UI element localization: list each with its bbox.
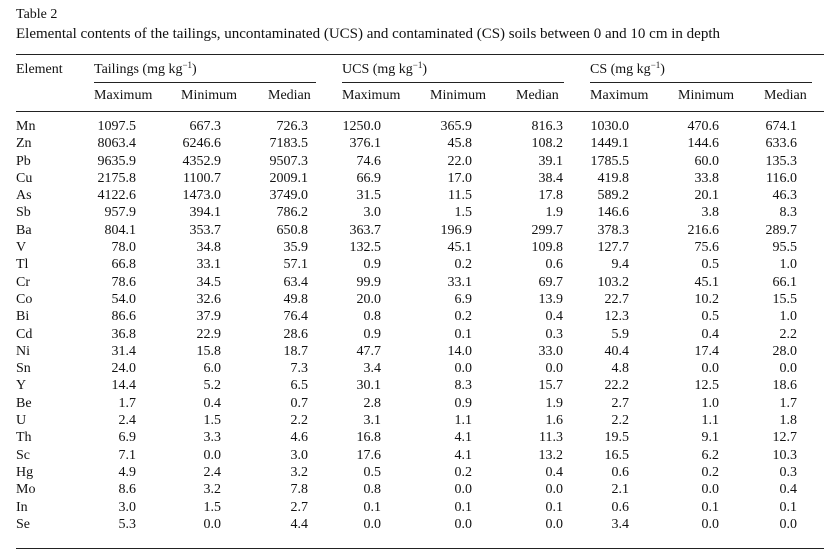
cell-ucs-maximum: 0.9 — [363, 326, 381, 342]
cell-ucs-maximum: 99.9 — [356, 274, 381, 290]
element-symbol: U — [16, 413, 27, 429]
cell-cs-minimum: 0.2 — [701, 464, 719, 480]
cell-ucs-maximum: 0.8 — [363, 482, 381, 498]
cell-cs-minimum: 75.6 — [694, 240, 719, 256]
cell-tailings-minimum: 2.4 — [203, 464, 221, 480]
element-symbol: Sc — [16, 447, 30, 463]
cell-cs-median: 633.6 — [765, 136, 797, 152]
cell-cs-maximum: 589.2 — [597, 188, 629, 204]
cell-ucs-minimum: 1.1 — [454, 413, 472, 429]
cell-tailings-maximum: 2175.8 — [97, 170, 136, 186]
element-symbol: V — [16, 240, 27, 256]
cell-tailings-maximum: 14.4 — [111, 378, 136, 394]
cell-ucs-maximum: 30.1 — [356, 378, 381, 394]
cell-tailings-maximum: 36.8 — [111, 326, 136, 342]
cell-cs-minimum: 216.6 — [687, 222, 719, 238]
cell-cs-minimum: 144.6 — [687, 136, 719, 152]
cell-ucs-median: 299.7 — [531, 222, 563, 238]
cell-cs-minimum: 0.1 — [701, 499, 719, 515]
element-symbol: Sb — [16, 205, 31, 221]
cell-ucs-minimum: 196.9 — [440, 222, 472, 238]
cell-tailings-maximum: 5.3 — [118, 516, 136, 532]
cell-ucs-minimum: 0.0 — [454, 361, 472, 377]
cell-cs-median: 10.3 — [772, 447, 797, 463]
cell-cs-median: 15.5 — [772, 291, 797, 307]
table-bottom-rule — [16, 548, 824, 549]
cell-tailings-maximum: 957.9 — [104, 205, 136, 221]
cell-ucs-minimum: 6.9 — [454, 291, 472, 307]
cell-cs-maximum: 103.2 — [597, 274, 629, 290]
cell-tailings-maximum: 4.9 — [118, 464, 136, 480]
cell-cs-median: 1.7 — [779, 395, 797, 411]
table-row — [16, 516, 824, 533]
cell-ucs-maximum: 1250.0 — [342, 119, 381, 134]
element-symbol: Ba — [16, 222, 32, 238]
cell-tailings-minimum: 3.2 — [203, 482, 221, 498]
cell-ucs-minimum: 0.0 — [454, 516, 472, 532]
cell-ucs-minimum: 0.2 — [454, 257, 472, 273]
table-row — [16, 135, 824, 152]
cell-ucs-median: 11.3 — [539, 430, 563, 446]
table-body — [16, 118, 824, 533]
table-row — [16, 395, 824, 412]
cell-ucs-maximum: 31.5 — [356, 188, 381, 204]
cell-tailings-minimum: 1.5 — [203, 499, 221, 515]
cell-tailings-median: 650.8 — [276, 222, 308, 238]
cell-cs-maximum: 0.6 — [611, 499, 629, 515]
element-column-header: Element — [16, 62, 63, 77]
cell-tailings-median: 2.7 — [290, 499, 308, 515]
cell-cs-maximum: 0.6 — [611, 464, 629, 480]
cell-ucs-median: 33.0 — [538, 343, 563, 359]
cell-cs-maximum: 22.2 — [604, 378, 629, 394]
cell-ucs-median: 0.0 — [545, 482, 563, 498]
cell-tailings-minimum: 32.6 — [196, 291, 221, 307]
cell-tailings-maximum: 4122.6 — [97, 188, 136, 204]
element-symbol: In — [16, 499, 28, 515]
cell-cs-maximum: 146.6 — [597, 205, 629, 221]
cell-cs-maximum: 3.4 — [611, 516, 629, 532]
cell-cs-median: 1.0 — [779, 257, 797, 273]
cell-ucs-minimum: 45.8 — [447, 136, 472, 152]
cell-ucs-maximum: 0.1 — [363, 499, 381, 515]
cell-cs-minimum: 0.0 — [701, 516, 719, 532]
element-symbol: Pb — [16, 153, 31, 169]
cell-tailings-median: 726.3 — [276, 119, 308, 134]
cell-tailings-median: 4.6 — [290, 430, 308, 446]
cell-cs-minimum: 9.1 — [701, 430, 719, 446]
cell-ucs-maximum: 376.1 — [349, 136, 381, 152]
cell-ucs-minimum: 4.1 — [454, 430, 472, 446]
cell-cs-median: 28.0 — [772, 343, 797, 359]
cell-tailings-median: 9507.3 — [269, 153, 308, 169]
cell-tailings-median: 2009.1 — [269, 170, 308, 186]
element-symbol: Cd — [16, 326, 33, 342]
cell-tailings-maximum: 804.1 — [104, 222, 136, 238]
element-symbol: Zn — [16, 136, 32, 152]
cell-ucs-median: 109.8 — [531, 240, 563, 256]
table-row — [16, 377, 824, 394]
cell-ucs-maximum: 0.8 — [363, 309, 381, 325]
cell-ucs-median: 816.3 — [531, 119, 563, 134]
cell-cs-maximum: 1785.5 — [590, 153, 629, 169]
cell-cs-maximum: 419.8 — [597, 170, 629, 186]
cell-ucs-median: 0.4 — [545, 464, 563, 480]
table-row — [16, 429, 824, 446]
cell-cs-maximum: 22.7 — [604, 291, 629, 307]
cell-ucs-median: 0.0 — [545, 516, 563, 532]
cell-ucs-minimum: 45.1 — [447, 240, 472, 256]
cell-cs-minimum: 0.5 — [701, 257, 719, 273]
element-symbol: Co — [16, 291, 33, 307]
cell-tailings-median: 7.3 — [290, 361, 308, 377]
cell-cs-minimum: 0.0 — [701, 482, 719, 498]
subheader-tailings-maximum: Maximum — [94, 88, 153, 103]
cell-tailings-minimum: 34.8 — [196, 240, 221, 256]
cell-ucs-minimum: 1.5 — [454, 205, 472, 221]
subheader-cs-median: Median — [764, 88, 807, 103]
cell-cs-median: 0.0 — [779, 361, 797, 377]
table-row — [16, 256, 824, 273]
cell-tailings-maximum: 54.0 — [111, 291, 136, 307]
cell-cs-minimum: 0.4 — [701, 326, 719, 342]
cell-ucs-maximum: 0.9 — [363, 257, 381, 273]
group-header-ucs-name: UCS (mg kg — [342, 62, 413, 77]
table-row — [16, 274, 824, 291]
element-symbol: Se — [16, 516, 30, 532]
cell-ucs-maximum: 66.9 — [356, 170, 381, 186]
cell-tailings-median: 3.0 — [290, 447, 308, 463]
table-row — [16, 204, 824, 221]
element-symbol: Bi — [16, 309, 30, 325]
cell-ucs-median: 38.4 — [538, 170, 563, 186]
cell-ucs-minimum: 0.0 — [454, 482, 472, 498]
table-row — [16, 447, 824, 464]
table-row — [16, 412, 824, 429]
cell-tailings-median: 7.8 — [290, 482, 308, 498]
cell-cs-median: 46.3 — [772, 188, 797, 204]
cell-tailings-minimum: 34.5 — [196, 274, 221, 290]
cell-tailings-maximum: 31.4 — [111, 343, 136, 359]
cell-ucs-maximum: 3.4 — [363, 361, 381, 377]
table-row — [16, 291, 824, 308]
cell-ucs-maximum: 20.0 — [356, 291, 381, 307]
cell-ucs-minimum: 0.2 — [454, 309, 472, 325]
cell-cs-median: 2.2 — [779, 326, 797, 342]
subheader-cs-maximum: Maximum — [590, 88, 649, 103]
cell-cs-median: 0.4 — [779, 482, 797, 498]
table-row — [16, 187, 824, 204]
cell-ucs-minimum: 11.5 — [448, 188, 472, 204]
cell-tailings-minimum: 4352.9 — [182, 153, 221, 169]
cell-cs-minimum: 0.5 — [701, 309, 719, 325]
group-rule-tailings — [94, 82, 316, 83]
table-row — [16, 222, 824, 239]
cell-cs-minimum: 6.2 — [701, 447, 719, 463]
cell-cs-maximum: 378.3 — [597, 222, 629, 238]
cell-ucs-median: 0.1 — [545, 499, 563, 515]
cell-ucs-maximum: 3.0 — [363, 205, 381, 221]
cell-tailings-maximum: 78.0 — [111, 240, 136, 256]
table-row — [16, 326, 824, 343]
cell-cs-median: 12.7 — [772, 430, 797, 446]
cell-tailings-minimum: 6.0 — [203, 361, 221, 377]
cell-tailings-minimum: 0.4 — [203, 395, 221, 411]
cell-cs-median: 0.0 — [779, 516, 797, 532]
cell-cs-minimum: 1.1 — [701, 413, 719, 429]
cell-ucs-minimum: 14.0 — [447, 343, 472, 359]
cell-tailings-minimum: 1.5 — [203, 413, 221, 429]
cell-tailings-median: 28.6 — [283, 326, 308, 342]
cell-tailings-median: 786.2 — [276, 205, 308, 221]
cell-tailings-maximum: 2.4 — [118, 413, 136, 429]
cell-cs-median: 18.6 — [772, 378, 797, 394]
cell-tailings-minimum: 394.1 — [189, 205, 221, 221]
cell-ucs-median: 0.0 — [545, 361, 563, 377]
cell-cs-median: 0.3 — [779, 464, 797, 480]
cell-cs-maximum: 5.9 — [611, 326, 629, 342]
group-header-tailings-name: Tailings (mg kg — [94, 62, 183, 77]
element-symbol: As — [16, 188, 32, 204]
cell-tailings-maximum: 6.9 — [118, 430, 136, 446]
cell-cs-minimum: 12.5 — [694, 378, 719, 394]
table-row — [16, 170, 824, 187]
cell-cs-maximum: 2.2 — [611, 413, 629, 429]
cell-ucs-minimum: 0.1 — [454, 499, 472, 515]
cell-tailings-maximum: 8063.4 — [97, 136, 136, 152]
subheader-ucs-minimum: Minimum — [430, 88, 487, 103]
cell-ucs-median: 0.3 — [545, 326, 563, 342]
cell-cs-median: 289.7 — [765, 222, 797, 238]
table-row — [16, 239, 824, 256]
subheader-ucs-median: Median — [516, 88, 559, 103]
group-header-cs-unit: −1 — [650, 60, 661, 70]
cell-cs-maximum: 12.3 — [604, 309, 629, 325]
cell-cs-maximum: 2.7 — [611, 395, 629, 411]
cell-cs-minimum: 45.1 — [694, 274, 719, 290]
cell-ucs-maximum: 17.6 — [356, 447, 381, 463]
group-header-ucs-close: ) — [422, 62, 428, 77]
group-header-tailings-close: ) — [192, 62, 197, 77]
table-label: Table 2 — [16, 7, 58, 22]
cell-ucs-median: 13.2 — [538, 447, 563, 463]
cell-tailings-maximum: 1097.5 — [97, 119, 136, 134]
cell-cs-maximum: 19.5 — [604, 430, 629, 446]
cell-tailings-median: 3.2 — [290, 464, 308, 480]
element-symbol: Ni — [16, 343, 30, 359]
cell-tailings-minimum: 3.3 — [203, 430, 221, 446]
cell-ucs-minimum: 0.9 — [454, 395, 472, 411]
cell-cs-median: 66.1 — [772, 274, 797, 290]
table-top-rule — [16, 54, 824, 55]
element-symbol: Mo — [16, 482, 36, 498]
cell-ucs-maximum: 0.5 — [363, 464, 381, 480]
cell-cs-maximum: 1030.0 — [590, 119, 629, 134]
table-row — [16, 360, 824, 377]
cell-tailings-median: 49.8 — [283, 291, 308, 307]
cell-tailings-median: 57.1 — [283, 257, 308, 273]
cell-tailings-maximum: 24.0 — [111, 361, 136, 377]
cell-cs-minimum: 10.2 — [694, 291, 719, 307]
cell-tailings-minimum: 37.9 — [196, 309, 221, 325]
cell-tailings-minimum: 22.9 — [196, 326, 221, 342]
cell-ucs-minimum: 365.9 — [440, 119, 472, 134]
cell-ucs-minimum: 22.0 — [447, 153, 472, 169]
cell-tailings-maximum: 78.6 — [111, 274, 136, 290]
table-header-rule — [16, 111, 824, 112]
cell-ucs-maximum: 16.8 — [356, 430, 381, 446]
cell-ucs-median: 0.4 — [545, 309, 563, 325]
element-symbol: Cu — [16, 170, 33, 186]
group-header-tailings-unit: −1 — [182, 60, 193, 70]
cell-tailings-maximum: 3.0 — [118, 499, 136, 515]
cell-cs-maximum: 16.5 — [604, 447, 629, 463]
group-header-ucs-unit: −1 — [412, 60, 423, 70]
cell-tailings-maximum: 1.7 — [118, 395, 136, 411]
cell-ucs-maximum: 0.0 — [363, 516, 381, 532]
cell-cs-maximum: 9.4 — [611, 257, 629, 273]
cell-tailings-median: 76.4 — [283, 309, 308, 325]
cell-cs-median: 8.3 — [779, 205, 797, 221]
cell-ucs-median: 15.7 — [538, 378, 563, 394]
cell-cs-median: 116.0 — [766, 170, 797, 186]
cell-ucs-median: 13.9 — [538, 291, 563, 307]
cell-tailings-minimum: 1473.0 — [182, 188, 221, 204]
cell-tailings-maximum: 9635.9 — [97, 153, 136, 169]
cell-cs-minimum: 0.0 — [701, 361, 719, 377]
cell-ucs-maximum: 2.8 — [363, 395, 381, 411]
cell-cs-median: 0.1 — [779, 499, 797, 515]
cell-tailings-median: 4.4 — [290, 516, 308, 532]
cell-ucs-maximum: 47.7 — [356, 343, 381, 359]
group-header-cs-name: CS (mg kg — [590, 62, 651, 77]
group-header-cs-close: ) — [660, 62, 665, 77]
group-header-tailings — [94, 62, 197, 78]
table-row — [16, 343, 824, 360]
cell-tailings-median: 7183.5 — [269, 136, 308, 152]
cell-tailings-minimum: 353.7 — [189, 222, 221, 238]
cell-cs-median: 95.5 — [772, 240, 797, 256]
cell-cs-minimum: 60.0 — [694, 153, 719, 169]
element-symbol: Hg — [16, 464, 34, 480]
cell-ucs-maximum: 132.5 — [349, 240, 381, 256]
table-row — [16, 464, 824, 481]
cell-tailings-median: 0.7 — [290, 395, 308, 411]
group-header-ucs — [342, 62, 427, 78]
cell-cs-minimum: 20.1 — [694, 188, 719, 204]
cell-ucs-median: 69.7 — [538, 274, 563, 290]
cell-ucs-median: 1.9 — [545, 395, 563, 411]
cell-tailings-maximum: 86.6 — [111, 309, 136, 325]
cell-cs-maximum: 127.7 — [597, 240, 629, 256]
element-symbol: Be — [16, 395, 32, 411]
cell-ucs-median: 1.6 — [545, 413, 563, 429]
cell-ucs-minimum: 0.1 — [454, 326, 472, 342]
subheader-tailings-minimum: Minimum — [181, 88, 238, 103]
cell-ucs-median: 1.9 — [545, 205, 563, 221]
cell-tailings-minimum: 0.0 — [203, 516, 221, 532]
table-row — [16, 481, 824, 498]
cell-cs-minimum: 470.6 — [687, 119, 719, 134]
cell-tailings-maximum: 66.8 — [111, 257, 136, 273]
element-symbol: Tl — [16, 257, 29, 273]
cell-tailings-maximum: 8.6 — [118, 482, 136, 498]
cell-cs-median: 135.3 — [765, 153, 797, 169]
cell-ucs-minimum: 17.0 — [447, 170, 472, 186]
element-symbol: Sn — [16, 361, 31, 377]
cell-cs-median: 1.0 — [779, 309, 797, 325]
cell-tailings-median: 63.4 — [283, 274, 308, 290]
cell-tailings-minimum: 6246.6 — [182, 136, 221, 152]
cell-ucs-maximum: 74.6 — [356, 153, 381, 169]
cell-ucs-median: 108.2 — [531, 136, 563, 152]
group-rule-ucs — [342, 82, 564, 83]
cell-tailings-minimum: 33.1 — [196, 257, 221, 273]
cell-cs-minimum: 33.8 — [694, 170, 719, 186]
subheader-ucs-maximum: Maximum — [342, 88, 401, 103]
cell-ucs-median: 17.8 — [538, 188, 563, 204]
cell-tailings-median: 35.9 — [283, 240, 308, 256]
table-row — [16, 153, 824, 170]
cell-cs-maximum: 1449.1 — [590, 136, 629, 152]
subheader-tailings-median: Median — [268, 88, 311, 103]
cell-ucs-minimum: 4.1 — [454, 447, 472, 463]
table-caption: Elemental contents of the tailings, uncontaminated (UCS) and contaminated (CS) soils between 0 and 10 cm in depth — [16, 26, 721, 42]
cell-cs-minimum: 3.8 — [701, 205, 719, 221]
element-symbol: Y — [16, 378, 27, 394]
cell-tailings-maximum: 7.1 — [118, 447, 136, 463]
cell-tailings-minimum: 667.3 — [189, 119, 221, 134]
cell-cs-maximum: 4.8 — [611, 361, 629, 377]
cell-cs-maximum: 2.1 — [611, 482, 629, 498]
cell-tailings-minimum: 1100.7 — [183, 170, 221, 186]
table-row — [16, 308, 824, 325]
group-header-cs — [590, 62, 665, 78]
cell-tailings-minimum: 0.0 — [203, 447, 221, 463]
cell-cs-median: 1.8 — [779, 413, 797, 429]
cell-cs-median: 674.1 — [765, 119, 797, 134]
cell-ucs-minimum: 33.1 — [447, 274, 472, 290]
cell-ucs-maximum: 363.7 — [349, 222, 381, 238]
cell-ucs-median: 0.6 — [545, 257, 563, 273]
subheader-cs-minimum: Minimum — [678, 88, 735, 103]
cell-cs-minimum: 17.4 — [694, 343, 719, 359]
cell-cs-maximum: 40.4 — [604, 343, 629, 359]
cell-tailings-median: 2.2 — [290, 413, 308, 429]
cell-ucs-median: 39.1 — [538, 153, 563, 169]
cell-ucs-minimum: 8.3 — [454, 378, 472, 394]
cell-ucs-minimum: 0.2 — [454, 464, 472, 480]
cell-tailings-median: 18.7 — [283, 343, 308, 359]
element-symbol: Th — [16, 430, 32, 446]
group-rule-cs — [590, 82, 812, 83]
table-row — [16, 118, 824, 135]
element-symbol: Mn — [16, 119, 36, 134]
cell-tailings-minimum: 5.2 — [203, 378, 221, 394]
cell-tailings-minimum: 15.8 — [196, 343, 221, 359]
cell-tailings-median: 6.5 — [290, 378, 308, 394]
element-symbol: Cr — [16, 274, 30, 290]
cell-cs-minimum: 1.0 — [701, 395, 719, 411]
cell-tailings-median: 3749.0 — [269, 188, 308, 204]
table-row — [16, 499, 824, 516]
cell-ucs-maximum: 3.1 — [363, 413, 381, 429]
